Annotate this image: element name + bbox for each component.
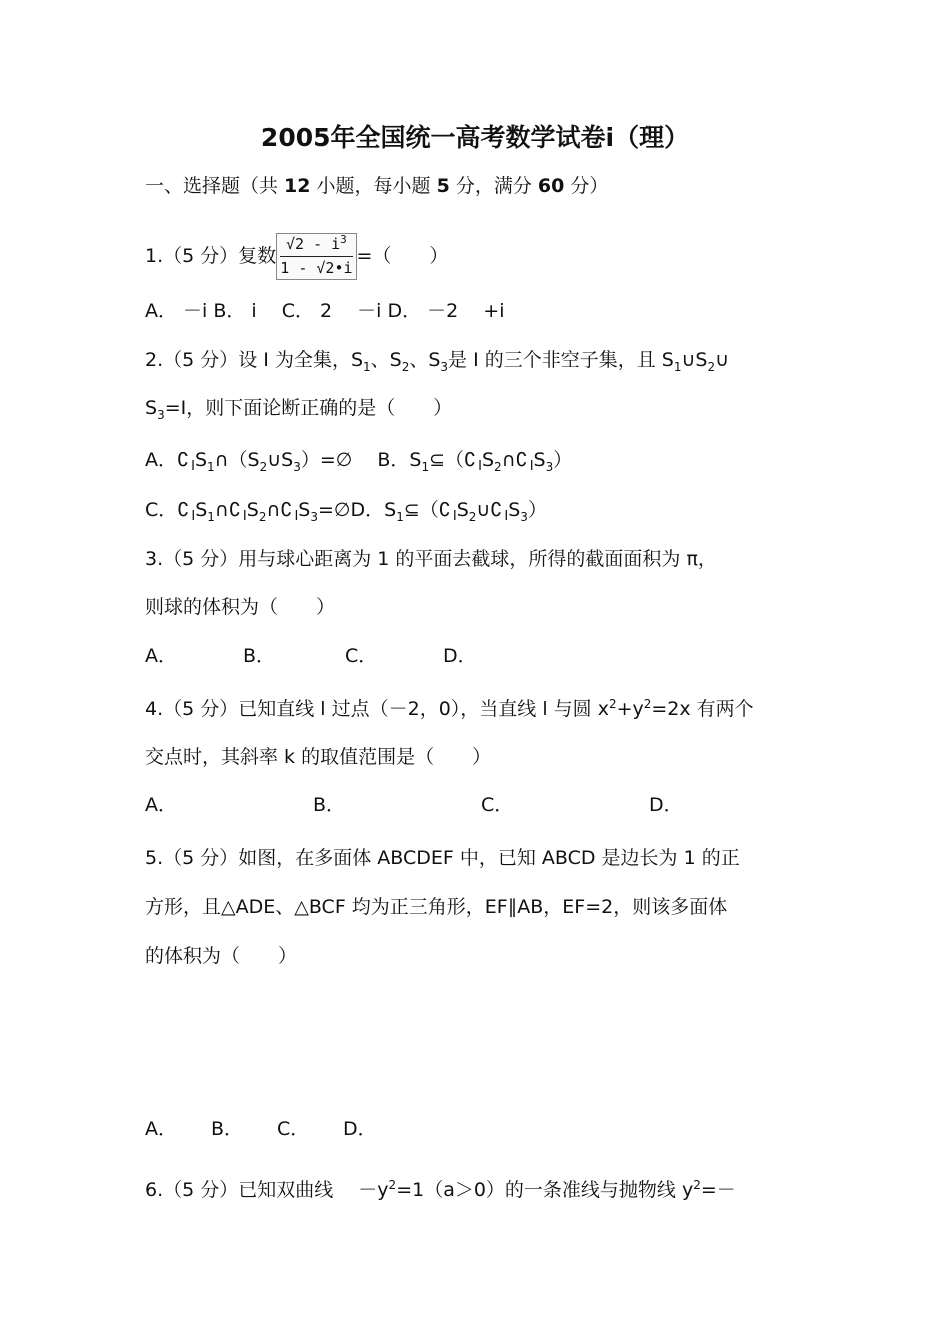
q6-text-a: 6.（5 分）已知双曲线 －y (145, 1179, 389, 1201)
section-text-a: 一、选择题（共 (145, 175, 285, 197)
q2-option-b-label: B．S (377, 449, 422, 471)
question-5-options (145, 1120, 377, 1139)
section-text-d: 分） (564, 175, 609, 197)
q1-denominator: 1 - √2•i (280, 258, 353, 277)
q1-numerator-exponent: 3 (340, 233, 347, 246)
q1-numerator-text: √2 - i (285, 235, 341, 253)
q2-text-d: =I，则下面论断正确的是（ ） (164, 397, 453, 419)
q6-text-b: =1（a＞0）的一条准线与抛物线 y (396, 1179, 694, 1201)
question-4-options (145, 796, 683, 815)
question-2-options-cd: C．∁ $_IS_1\cap∁$ $_IS_2\cap∁$ $_IS_3=\emptyset D$．$S_1⊆(∁$ $_IS_2\cup∁$ $_IS_3$） (145, 499, 547, 524)
q1-fraction-image (276, 233, 356, 280)
q4-option-a: A． (145, 794, 177, 816)
q2-text-a: 2.（5 分）设 I 为全集，S (145, 349, 363, 371)
q4-exp-1: 2 (608, 697, 617, 711)
q2-sub-u3: 3 (157, 408, 165, 422)
section-question-count: 12 (284, 175, 311, 197)
section-heading (145, 177, 608, 196)
q2-union-1: ∪S (681, 349, 708, 371)
q5-option-b: B． (211, 1118, 244, 1140)
q4-option-c: C． (481, 794, 514, 816)
q4-text-b: +y (616, 698, 644, 720)
q6-exp-1: 2 (388, 1178, 397, 1192)
q4-exp-2: 2 (643, 697, 652, 711)
exam-title: 2005年全国统一高考数学试卷ⅰ（理） (260, 123, 690, 152)
question-2-options-ab: A．∁ $_IS_1\cap(S_2\cup S_3)=\emptyset$ B．$S_1⊆(∁$ $_IS_2\cap∁$ $_IS_3$） (145, 449, 573, 474)
q6-text-c: =－ (700, 1179, 736, 1201)
q3-option-c: C． (345, 645, 378, 667)
question-3-options (145, 647, 477, 666)
section-total-points: 60 (537, 175, 565, 197)
q3-option-b: B． (243, 645, 276, 667)
question-5-stem-line1: 5.（5 分）如图，在多面体 ABCDEF 中，已知 ABCD 是边长为 1 的正 (145, 847, 740, 869)
q3-option-a: A． (145, 645, 177, 667)
question-3-stem-line1: 3.（5 分）用与球心距离为 1 的平面去截球，所得的截面面积为 π， (145, 548, 717, 570)
q4-option-d: D． (649, 794, 683, 816)
q2-option-a-label: A．∁ (145, 449, 190, 471)
question-1-stem (145, 233, 448, 280)
q2-sep-2: 、S (409, 349, 441, 371)
question-5-stem-line2: 方形，且△ADE、△BCF 均为正三角形，EF∥AB，EF=2，则该多面体 (145, 896, 728, 918)
q2-sub-2: 2 (401, 360, 410, 374)
q5-option-d: D． (343, 1118, 377, 1140)
q2-sub-t2: 2 (707, 360, 716, 374)
q2-sep-1: 、S (370, 349, 402, 371)
question-3-stem-line2: 则球的体积为（ ） (145, 596, 336, 618)
q1-numerator (280, 235, 352, 257)
q2-sub-3: 3 (440, 360, 449, 374)
q5-option-a: A． (145, 1118, 177, 1140)
question-2-stem-line1 (145, 349, 730, 374)
q6-exp-2: 2 (693, 1178, 701, 1192)
q2-union-2: ∪ (715, 349, 730, 371)
q2-sub-1: 1 (363, 360, 371, 374)
question-1-options: A． －i B． i C． 2 －i D． －2 +i (145, 300, 505, 322)
q1-prefix: 1.（5 分）复数 (145, 244, 277, 267)
q2-text-c: S (145, 397, 158, 419)
question-4-stem-line2: 交点时，其斜率 k 的取值范围是（ ） (145, 746, 492, 768)
q2-text-b: 是 I 的三个非空子集，且 S (448, 349, 674, 371)
question-5-stem-line3: 的体积为（ ） (145, 945, 298, 967)
section-text-b: 小题，每小题 (310, 175, 437, 197)
section-text-c: 分，满分 (449, 175, 538, 197)
question-4-stem-line1 (145, 697, 754, 720)
question-2-stem-line2 (145, 397, 453, 422)
q2-sub-t1: 1 (673, 360, 682, 374)
q3-option-d: D． (443, 645, 477, 667)
q2-option-c-label: C．∁ (145, 499, 190, 521)
q5-option-c: C． (277, 1118, 310, 1140)
q4-text-c: =2x 有两个 (651, 698, 754, 720)
question-6-stem-line1 (145, 1178, 736, 1201)
q2-option-d-label: D．S (350, 499, 397, 521)
q4-option-b: B． (313, 794, 346, 816)
q1-suffix: =（ ） (356, 244, 449, 267)
q4-text-a: 4.（5 分）已知直线 l 过点（－2，0），当直线 l 与圆 x (145, 698, 609, 720)
section-question-points: 5 (436, 175, 450, 197)
